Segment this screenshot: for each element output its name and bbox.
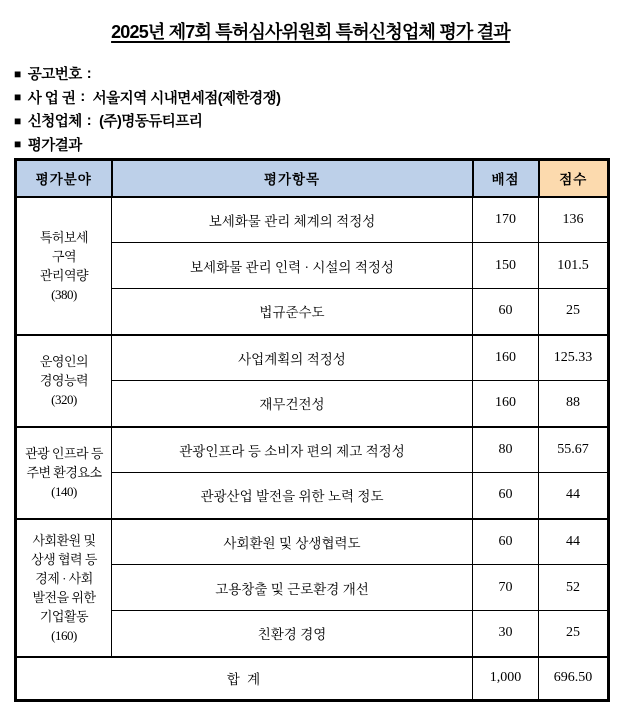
category-cell: 운영인의 경영능력 (320) <box>16 335 112 427</box>
max-points-cell: 150 <box>473 243 539 289</box>
info-line-business-right <box>14 86 607 110</box>
item-cell: 고용창출 및 근로환경 개선 <box>112 565 473 611</box>
table-row <box>16 197 609 243</box>
info-list <box>14 62 607 156</box>
score-cell: 44 <box>539 473 609 519</box>
evaluation-table <box>14 158 610 702</box>
max-points-cell: 60 <box>473 289 539 335</box>
category-cell: 특허보세 구역 관리역량 (380) <box>16 197 112 335</box>
max-points-cell: 70 <box>473 565 539 611</box>
max-points-cell: 30 <box>473 611 539 657</box>
bullet-square-icon: ■ <box>14 137 21 152</box>
item-cell: 재무건전성 <box>112 381 473 427</box>
info-label: 신청업체 <box>27 114 82 131</box>
total-max-points-cell: 1,000 <box>473 657 539 701</box>
evaluation-table-head <box>16 160 609 197</box>
max-points-cell: 60 <box>473 473 539 519</box>
header-category: 평가분야 <box>16 160 112 197</box>
score-cell: 25 <box>539 611 609 657</box>
item-cell: 친환경 경영 <box>112 611 473 657</box>
score-cell: 88 <box>539 381 609 427</box>
table-row <box>16 427 609 473</box>
header-row <box>16 160 609 197</box>
item-cell: 보세화물 관리 인력 · 시설의 적정성 <box>112 243 473 289</box>
info-line-evaluation-result <box>14 133 607 157</box>
max-points-cell: 160 <box>473 381 539 427</box>
score-cell: 101.5 <box>539 243 609 289</box>
max-points-cell: 160 <box>473 335 539 381</box>
info-line-applicant-company <box>14 109 607 133</box>
score-cell: 25 <box>539 289 609 335</box>
score-cell: 136 <box>539 197 609 243</box>
info-label: 사 업 권 <box>27 90 76 107</box>
total-label-cell: 합 계 <box>16 657 473 701</box>
item-cell: 관광인프라 등 소비자 편의 제고 적정성 <box>112 427 473 473</box>
item-cell: 사업계획의 적정성 <box>112 335 473 381</box>
info-label: 평가결과 <box>27 137 82 154</box>
info-colon: : <box>86 65 92 82</box>
category-cell: 사회환원 및 상생 협력 등 경제 · 사회 발전을 위한 기업활동 (160) <box>16 519 112 657</box>
info-colon: : <box>86 112 92 129</box>
header-item: 평가항목 <box>112 160 473 197</box>
bullet-square-icon: ■ <box>14 66 21 81</box>
max-points-cell: 60 <box>473 519 539 565</box>
category-cell: 관광 인프라 등 주변 환경요소 (140) <box>16 427 112 519</box>
evaluation-table-body <box>16 197 609 701</box>
item-cell: 사회환원 및 상생협력도 <box>112 519 473 565</box>
info-value: (주)명동듀티프리 <box>99 114 203 131</box>
header-max-points: 배점 <box>473 160 539 197</box>
header-score: 점수 <box>539 160 609 197</box>
score-cell: 52 <box>539 565 609 611</box>
info-value: 서울지역 시내면세점(제한경쟁) <box>92 90 281 107</box>
info-colon: : <box>80 89 85 106</box>
table-row <box>16 519 609 565</box>
info-label: 공고번호 <box>27 67 82 84</box>
bullet-square-icon: ■ <box>14 90 21 105</box>
table-row <box>16 335 609 381</box>
item-cell: 법규준수도 <box>112 289 473 335</box>
score-cell: 55.67 <box>539 427 609 473</box>
score-cell: 125.33 <box>539 335 609 381</box>
info-line-notice-number <box>14 62 607 86</box>
total-score-cell: 696.50 <box>539 657 609 701</box>
item-cell: 보세화물 관리 체계의 적정성 <box>112 197 473 243</box>
max-points-cell: 170 <box>473 197 539 243</box>
score-cell: 44 <box>539 519 609 565</box>
page-title: 2025년 제7회 특허심사위원회 특허신청업체 평가 결과 <box>111 22 510 42</box>
max-points-cell: 80 <box>473 427 539 473</box>
total-row <box>16 657 609 701</box>
item-cell: 관광산업 발전을 위한 노력 정도 <box>112 473 473 519</box>
bullet-square-icon: ■ <box>14 113 21 128</box>
